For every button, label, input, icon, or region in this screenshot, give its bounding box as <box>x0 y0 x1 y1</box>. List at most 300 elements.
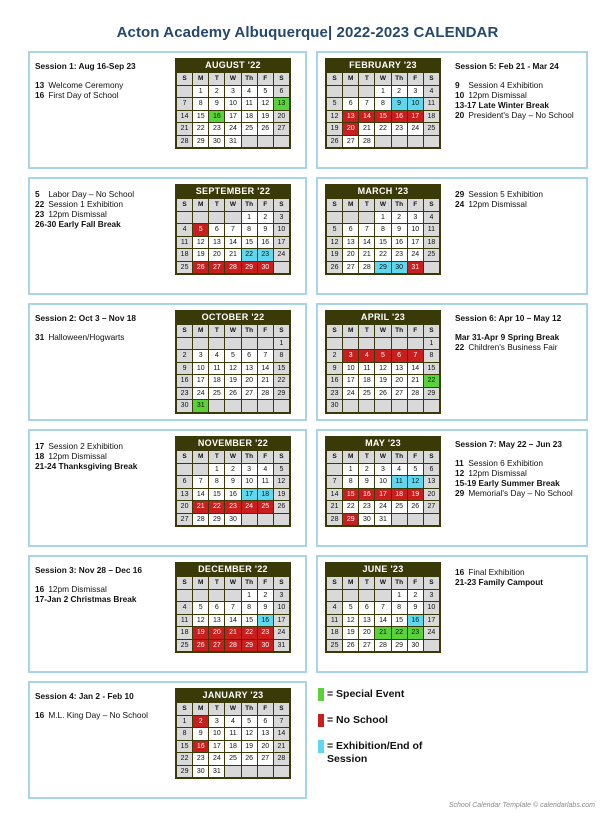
legend <box>318 688 447 779</box>
day-cell: 16 <box>392 111 407 123</box>
day-cell: 12 <box>193 237 208 249</box>
day-cell: 21 <box>359 249 374 261</box>
empty-day-cell <box>177 464 192 476</box>
day-cell: 27 <box>343 262 358 274</box>
day-cell: 22 <box>274 375 289 387</box>
note-line: 21-23 Family Campout <box>455 577 544 587</box>
day-cell: 25 <box>242 123 257 135</box>
weekday-header: Th <box>242 703 257 715</box>
day-cell: 14 <box>193 489 208 501</box>
day-cell: 20 <box>209 627 224 639</box>
note-line <box>35 441 173 451</box>
weekday-header: W <box>375 73 390 85</box>
day-cell: 3 <box>274 590 289 602</box>
note-date: 13 <box>35 80 45 90</box>
calendar-panel-november <box>28 429 307 547</box>
empty-day-cell <box>359 338 374 350</box>
empty-day-cell <box>274 136 289 148</box>
day-cell: 31 <box>225 136 240 148</box>
day-cell: 5 <box>343 602 358 614</box>
day-cell: 30 <box>359 514 374 526</box>
day-cell: 21 <box>225 249 240 261</box>
day-cell: 9 <box>209 98 224 110</box>
month-calendar <box>175 562 291 653</box>
day-cell: 13 <box>274 98 289 110</box>
empty-day-cell <box>225 766 240 778</box>
weekday-header: Th <box>392 577 407 589</box>
day-cell: 6 <box>258 716 273 728</box>
day-cell: 7 <box>274 716 289 728</box>
empty-day-cell <box>375 136 390 148</box>
note-date: 22 <box>455 342 465 352</box>
day-cell: 15 <box>242 237 257 249</box>
note-text: Session 1 Exhibition <box>48 199 124 209</box>
day-cell: 27 <box>242 388 257 400</box>
day-cell: 20 <box>258 741 273 753</box>
note-line <box>455 189 583 199</box>
weekday-header: S <box>177 199 192 211</box>
day-cell: 10 <box>193 363 208 375</box>
day-cell: 8 <box>177 728 192 740</box>
day-cell: 9 <box>258 602 273 614</box>
weekday-header: W <box>225 451 240 463</box>
day-cell: 13 <box>343 237 358 249</box>
day-cell: 15 <box>343 489 358 501</box>
note-line <box>35 80 173 90</box>
day-cell: 22 <box>343 501 358 513</box>
day-cell: 9 <box>225 476 240 488</box>
month-calendar <box>175 436 291 527</box>
day-cell: 11 <box>242 98 257 110</box>
day-cell: 12 <box>343 615 358 627</box>
month-grid <box>175 72 291 149</box>
day-cell: 5 <box>193 224 208 236</box>
empty-day-cell <box>193 338 208 350</box>
empty-day-cell <box>359 212 374 224</box>
day-cell: 12 <box>225 363 240 375</box>
weekday-header: S <box>327 199 342 211</box>
empty-day-cell <box>424 514 439 526</box>
day-cell: 13 <box>258 728 273 740</box>
note-line <box>455 468 583 478</box>
note-text: 12pm Dismissal <box>48 451 107 461</box>
day-cell: 7 <box>258 350 273 362</box>
month-calendar <box>325 436 441 527</box>
calendar-panel-february <box>316 51 588 169</box>
empty-day-cell <box>343 400 358 412</box>
day-cell: 4 <box>359 350 374 362</box>
day-cell: 19 <box>327 123 342 135</box>
month-grid <box>325 576 441 653</box>
session-notes <box>35 439 173 471</box>
day-cell: 11 <box>424 98 439 110</box>
day-cell: 20 <box>177 501 192 513</box>
day-cell: 5 <box>327 224 342 236</box>
note-line <box>455 110 583 120</box>
day-cell: 25 <box>258 501 273 513</box>
day-cell: 25 <box>225 753 240 765</box>
day-cell: 11 <box>209 363 224 375</box>
legend-label: = No School <box>327 714 388 726</box>
month-calendar <box>175 310 291 414</box>
day-cell: 9 <box>177 363 192 375</box>
day-cell: 10 <box>242 476 257 488</box>
day-cell: 29 <box>209 514 224 526</box>
day-cell: 20 <box>424 489 439 501</box>
note-line <box>35 189 173 199</box>
day-cell: 30 <box>209 136 224 148</box>
empty-day-cell <box>225 212 240 224</box>
empty-day-cell <box>242 514 257 526</box>
day-cell: 26 <box>225 388 240 400</box>
day-cell: 24 <box>242 501 257 513</box>
weekday-header: S <box>177 451 192 463</box>
weekday-header: F <box>408 199 423 211</box>
note-date: 18 <box>35 451 45 461</box>
day-cell: 23 <box>258 627 273 639</box>
day-cell: 2 <box>177 350 192 362</box>
day-cell: 15 <box>193 111 208 123</box>
day-cell: 19 <box>193 249 208 261</box>
day-cell: 7 <box>375 602 390 614</box>
empty-day-cell <box>375 590 390 602</box>
empty-day-cell <box>177 212 192 224</box>
day-cell: 12 <box>242 728 257 740</box>
month-grid <box>175 576 291 653</box>
day-cell: 13 <box>392 363 407 375</box>
weekday-header: S <box>274 577 289 589</box>
weekday-header: Th <box>392 199 407 211</box>
day-cell: 5 <box>225 350 240 362</box>
empty-day-cell <box>225 400 240 412</box>
day-cell: 24 <box>424 627 439 639</box>
calendar-panel-december <box>28 555 307 673</box>
weekday-header: M <box>193 325 208 337</box>
note-text: Session 5 Exhibition <box>468 189 544 199</box>
day-cell: 5 <box>408 464 423 476</box>
day-cell: 26 <box>327 136 342 148</box>
day-cell: 26 <box>193 640 208 652</box>
day-cell: 30 <box>193 766 208 778</box>
day-cell: 8 <box>242 602 257 614</box>
session-notes <box>35 313 173 342</box>
weekday-header: M <box>343 325 358 337</box>
day-cell: 22 <box>424 375 439 387</box>
day-cell: 23 <box>258 249 273 261</box>
day-cell: 29 <box>193 136 208 148</box>
day-cell: 30 <box>177 400 192 412</box>
day-cell: 1 <box>274 338 289 350</box>
empty-day-cell <box>392 400 407 412</box>
day-cell: 23 <box>392 249 407 261</box>
day-cell: 14 <box>359 111 374 123</box>
day-cell: 28 <box>177 136 192 148</box>
weekday-header: S <box>177 703 192 715</box>
day-cell: 4 <box>424 212 439 224</box>
day-cell: 3 <box>209 716 224 728</box>
day-cell: 6 <box>209 224 224 236</box>
day-cell: 13 <box>424 476 439 488</box>
day-cell: 20 <box>359 627 374 639</box>
day-cell: 8 <box>424 350 439 362</box>
day-cell: 27 <box>343 136 358 148</box>
note-line <box>455 567 583 577</box>
weekday-header: T <box>359 73 374 85</box>
empty-day-cell <box>408 400 423 412</box>
day-cell: 30 <box>327 400 342 412</box>
weekday-header: T <box>209 325 224 337</box>
empty-day-cell <box>424 262 439 274</box>
weekday-header: M <box>343 451 358 463</box>
day-cell: 29 <box>177 766 192 778</box>
day-cell: 7 <box>193 476 208 488</box>
note-date: 12 <box>455 468 465 478</box>
day-cell: 16 <box>258 615 273 627</box>
day-cell: 10 <box>408 98 423 110</box>
day-cell: 25 <box>209 388 224 400</box>
day-cell: 29 <box>274 388 289 400</box>
empty-day-cell <box>209 590 224 602</box>
day-cell: 3 <box>274 212 289 224</box>
day-cell: 23 <box>408 627 423 639</box>
day-cell: 2 <box>209 86 224 98</box>
day-cell: 4 <box>177 602 192 614</box>
day-cell: 18 <box>258 489 273 501</box>
day-cell: 30 <box>225 514 240 526</box>
day-cell: 22 <box>242 249 257 261</box>
day-cell: 23 <box>392 123 407 135</box>
weekday-header: Th <box>242 199 257 211</box>
empty-day-cell <box>258 400 273 412</box>
note-date: 24 <box>455 199 465 209</box>
day-cell: 19 <box>274 489 289 501</box>
day-cell: 10 <box>375 476 390 488</box>
day-cell: 21 <box>258 375 273 387</box>
day-cell: 25 <box>177 640 192 652</box>
day-cell: 28 <box>225 262 240 274</box>
weekday-header: S <box>424 325 439 337</box>
month-header: DECEMBER '22 <box>175 562 291 576</box>
day-cell: 26 <box>274 501 289 513</box>
note-line <box>35 209 173 219</box>
weekday-header: S <box>424 199 439 211</box>
day-cell: 30 <box>392 262 407 274</box>
calendar-panel-october <box>28 303 307 421</box>
day-cell: 15 <box>209 489 224 501</box>
weekday-header: T <box>209 451 224 463</box>
weekday-header: F <box>258 199 273 211</box>
day-cell: 1 <box>375 86 390 98</box>
day-cell: 5 <box>274 464 289 476</box>
day-cell: 21 <box>177 123 192 135</box>
empty-day-cell <box>193 464 208 476</box>
day-cell: 15 <box>274 363 289 375</box>
day-cell: 2 <box>408 590 423 602</box>
day-cell: 26 <box>375 388 390 400</box>
day-cell: 12 <box>193 615 208 627</box>
day-cell: 8 <box>392 602 407 614</box>
day-cell: 16 <box>408 615 423 627</box>
day-cell: 24 <box>408 123 423 135</box>
day-cell: 13 <box>343 111 358 123</box>
day-cell: 26 <box>193 262 208 274</box>
month-grid <box>325 198 441 275</box>
legend-item <box>318 688 447 701</box>
note-line <box>35 199 173 209</box>
weekday-header: F <box>258 73 273 85</box>
day-cell: 28 <box>359 262 374 274</box>
day-cell: 6 <box>274 86 289 98</box>
empty-day-cell <box>408 514 423 526</box>
day-cell: 18 <box>242 111 257 123</box>
day-cell: 19 <box>193 627 208 639</box>
day-cell: 28 <box>193 514 208 526</box>
calendar-panel-january <box>28 681 307 799</box>
day-cell: 5 <box>375 350 390 362</box>
day-cell: 16 <box>177 375 192 387</box>
day-cell: 4 <box>327 602 342 614</box>
note-date: 29 <box>455 189 465 199</box>
weekday-header: W <box>225 199 240 211</box>
month-calendar <box>325 562 441 653</box>
month-grid <box>175 702 291 779</box>
day-cell: 31 <box>375 514 390 526</box>
day-cell: 3 <box>193 350 208 362</box>
calendar-panel-march <box>316 177 588 295</box>
day-cell: 13 <box>209 237 224 249</box>
weekday-header: T <box>209 577 224 589</box>
day-cell: 9 <box>392 98 407 110</box>
empty-day-cell <box>242 136 257 148</box>
weekday-header: S <box>274 73 289 85</box>
note-line: 13-17 Late Winter Break <box>455 100 549 110</box>
month-calendar <box>175 688 291 779</box>
day-cell: 10 <box>424 602 439 614</box>
empty-day-cell <box>359 86 374 98</box>
day-cell: 24 <box>193 388 208 400</box>
note-line <box>455 90 583 100</box>
day-cell: 4 <box>177 224 192 236</box>
day-cell: 27 <box>392 388 407 400</box>
day-cell: 7 <box>225 224 240 236</box>
day-cell: 21 <box>274 741 289 753</box>
day-cell: 7 <box>177 98 192 110</box>
empty-day-cell <box>343 590 358 602</box>
calendar-panel-september <box>28 177 307 295</box>
no-school-swatch <box>318 714 324 727</box>
day-cell: 6 <box>343 98 358 110</box>
legend-label: = Exhibition/End of Session <box>327 740 423 765</box>
note-date: 16 <box>35 584 45 594</box>
day-cell: 22 <box>209 501 224 513</box>
session-notes <box>35 61 173 100</box>
empty-day-cell <box>258 338 273 350</box>
month-calendar <box>175 58 291 149</box>
calendar-panel-august <box>28 51 307 169</box>
empty-day-cell <box>242 766 257 778</box>
day-cell: 17 <box>225 111 240 123</box>
note-text: Session 2 Exhibition <box>48 441 124 451</box>
note-text: Session 4 Exhibition <box>468 80 544 90</box>
month-grid <box>175 198 291 275</box>
day-cell: 13 <box>209 615 224 627</box>
day-cell: 7 <box>359 98 374 110</box>
weekday-header: T <box>359 451 374 463</box>
day-cell: 25 <box>424 123 439 135</box>
day-cell: 16 <box>327 375 342 387</box>
day-cell: 8 <box>193 98 208 110</box>
note-line: Mar 31-Apr 9 Spring Break <box>455 332 560 342</box>
day-cell: 4 <box>225 716 240 728</box>
day-cell: 6 <box>359 602 374 614</box>
day-cell: 18 <box>225 741 240 753</box>
day-cell: 12 <box>327 237 342 249</box>
footer-credit: School Calendar Template © calendarlabs.com <box>448 802 595 809</box>
weekday-header: T <box>209 73 224 85</box>
day-cell: 14 <box>225 237 240 249</box>
empty-day-cell <box>327 86 342 98</box>
weekday-header: Th <box>242 577 257 589</box>
weekday-header: M <box>193 199 208 211</box>
day-cell: 23 <box>177 388 192 400</box>
day-cell: 1 <box>209 464 224 476</box>
day-cell: 18 <box>424 237 439 249</box>
weekday-header: W <box>225 325 240 337</box>
day-cell: 25 <box>424 249 439 261</box>
weekday-header: Th <box>392 451 407 463</box>
day-cell: 26 <box>242 753 257 765</box>
empty-day-cell <box>274 514 289 526</box>
weekday-header: W <box>225 703 240 715</box>
note-date: 16 <box>35 710 45 720</box>
month-grid <box>325 450 441 527</box>
weekday-header: S <box>327 451 342 463</box>
day-cell: 16 <box>225 489 240 501</box>
session-notes <box>35 691 173 720</box>
empty-day-cell <box>392 338 407 350</box>
empty-day-cell <box>375 338 390 350</box>
day-cell: 24 <box>375 501 390 513</box>
empty-day-cell <box>375 400 390 412</box>
day-cell: 28 <box>274 753 289 765</box>
day-cell: 24 <box>274 249 289 261</box>
empty-day-cell <box>392 136 407 148</box>
day-cell: 16 <box>359 489 374 501</box>
empty-day-cell <box>242 338 257 350</box>
empty-day-cell <box>327 464 342 476</box>
weekday-header: M <box>343 73 358 85</box>
day-cell: 15 <box>375 237 390 249</box>
day-cell: 1 <box>242 590 257 602</box>
day-cell: 21 <box>375 627 390 639</box>
note-date: 9 <box>455 80 460 90</box>
empty-day-cell <box>327 590 342 602</box>
weekday-header: Th <box>242 73 257 85</box>
weekday-header: T <box>209 199 224 211</box>
day-cell: 14 <box>359 237 374 249</box>
note-line <box>35 451 173 461</box>
weekday-header: S <box>274 451 289 463</box>
note-date: 11 <box>455 458 464 468</box>
day-cell: 11 <box>359 363 374 375</box>
weekday-header: W <box>375 451 390 463</box>
day-cell: 9 <box>392 224 407 236</box>
weekday-header: T <box>359 199 374 211</box>
day-cell: 29 <box>343 514 358 526</box>
day-cell: 19 <box>327 249 342 261</box>
month-header: JANUARY '23 <box>175 688 291 702</box>
empty-day-cell <box>424 400 439 412</box>
